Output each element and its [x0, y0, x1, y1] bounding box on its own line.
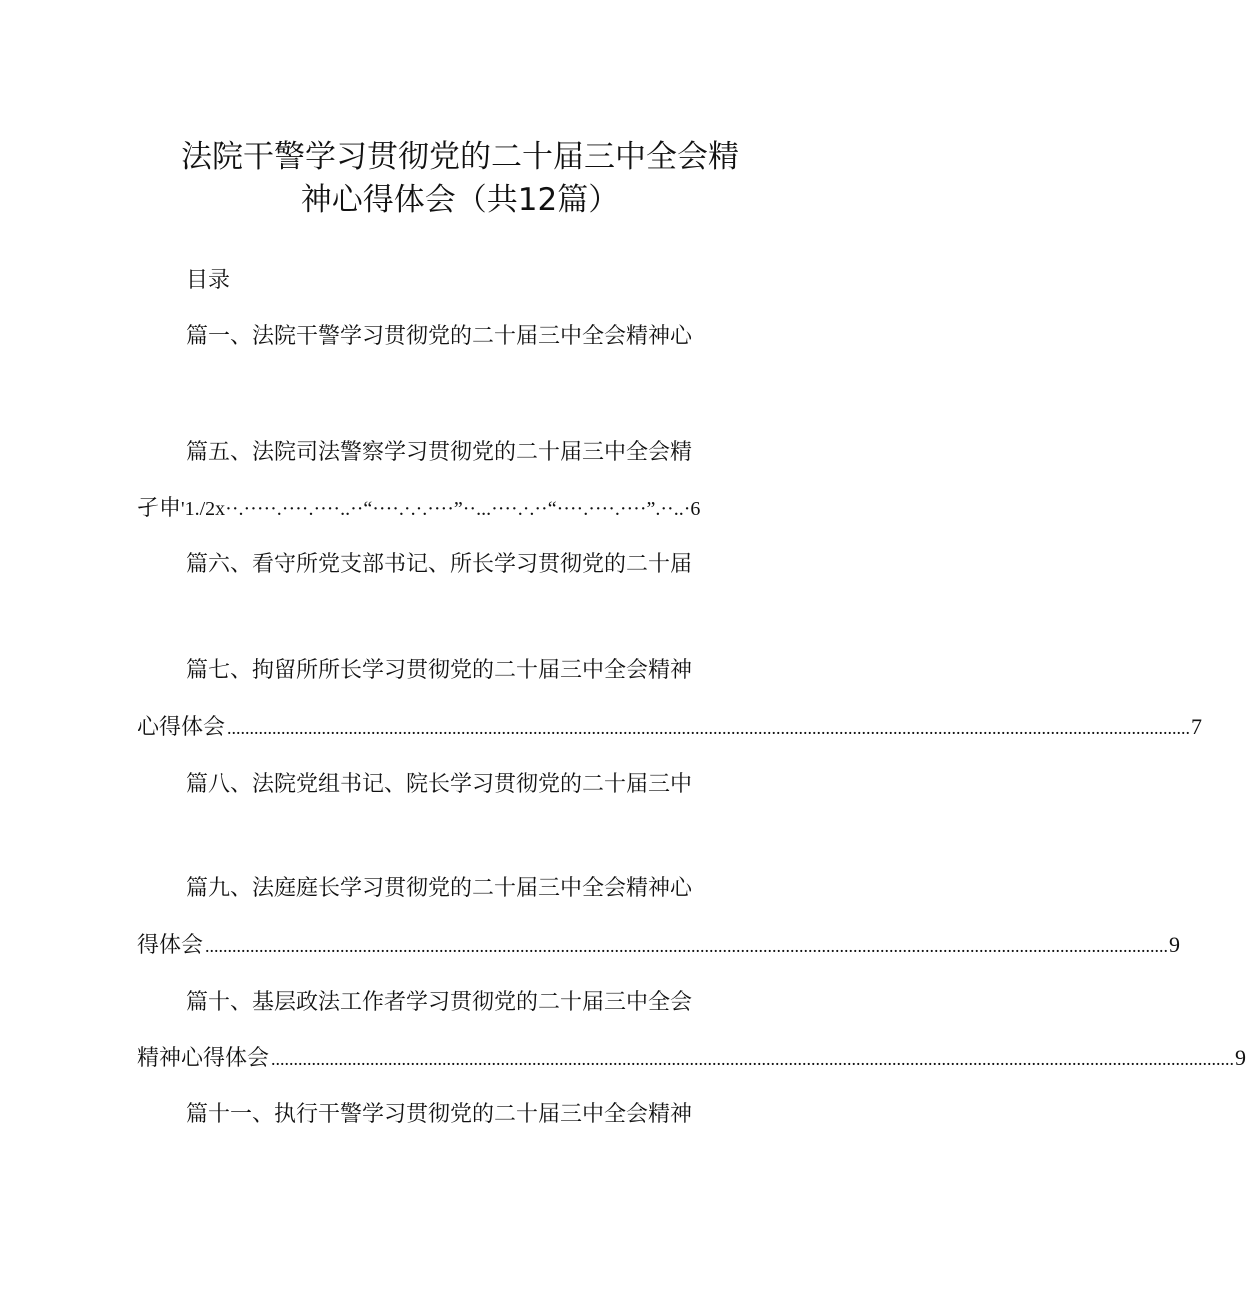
- toc-entry-5-garbled-leader: '1./2x··.·····.····.····..··“····.·.·.····”··...····.·.··“····.····.····”.··..·6: [181, 498, 701, 520]
- toc-entry-9[interactable]: 篇九、法庭庭长学习贯彻党的二十届三中全会精神心: [186, 876, 693, 901]
- toc-entry-10-continuation[interactable]: [137, 1043, 1246, 1074]
- toc-entry-10[interactable]: 篇十、基层政法工作者学习贯彻党的二十届三中全会: [186, 990, 693, 1015]
- toc-entry-7-page-number: 7: [1191, 714, 1203, 739]
- dot-leader: ......................................................................................................................................................................................................................: [205, 936, 1169, 956]
- document-title-line-1: 法院干警学习贯彻党的二十届三中全会精: [181, 139, 739, 175]
- toc-entry-11[interactable]: 篇十一、执行干警学习贯彻党的二十届三中全会精神: [186, 1102, 693, 1127]
- dot-leader: ......................................................................................................................................................................................................................: [227, 718, 1191, 738]
- toc-entry-9-cont-text: 得体会: [137, 933, 204, 958]
- toc-entry-10-page-number: 9: [1235, 1045, 1246, 1070]
- toc-entry-5[interactable]: 篇五、法院司法警察学习贯彻党的二十届三中全会精: [186, 440, 693, 465]
- document-title-line-2: 神心得体会（共12篇）: [300, 182, 620, 218]
- toc-entry-5-cont-text: 孑申: [137, 496, 182, 521]
- toc-entry-7[interactable]: 篇七、拘留所所长学习贯彻党的二十届三中全会精神: [186, 658, 693, 683]
- toc-entry-1[interactable]: 篇一、法院干警学习贯彻党的二十届三中全会精神心: [186, 324, 693, 349]
- toc-entry-7-cont-text: 心得体会: [137, 715, 226, 740]
- toc-entry-8[interactable]: 篇八、法院党组书记、院长学习贯彻党的二十届三中: [186, 772, 693, 797]
- toc-entry-6[interactable]: 篇六、看守所党支部书记、所长学习贯彻党的二十届: [186, 552, 693, 577]
- toc-entry-10-cont-text: 精神心得体会: [137, 1046, 270, 1071]
- toc-entry-9-page-number: 9: [1169, 932, 1181, 957]
- dot-leader: ......................................................................................................................................................................................................................: [271, 1049, 1235, 1069]
- toc-entry-7-continuation[interactable]: [137, 712, 1203, 743]
- toc-entry-9-continuation[interactable]: [137, 930, 1181, 961]
- toc-heading: 目录: [186, 268, 231, 293]
- toc-entry-5-continuation[interactable]: [137, 494, 700, 524]
